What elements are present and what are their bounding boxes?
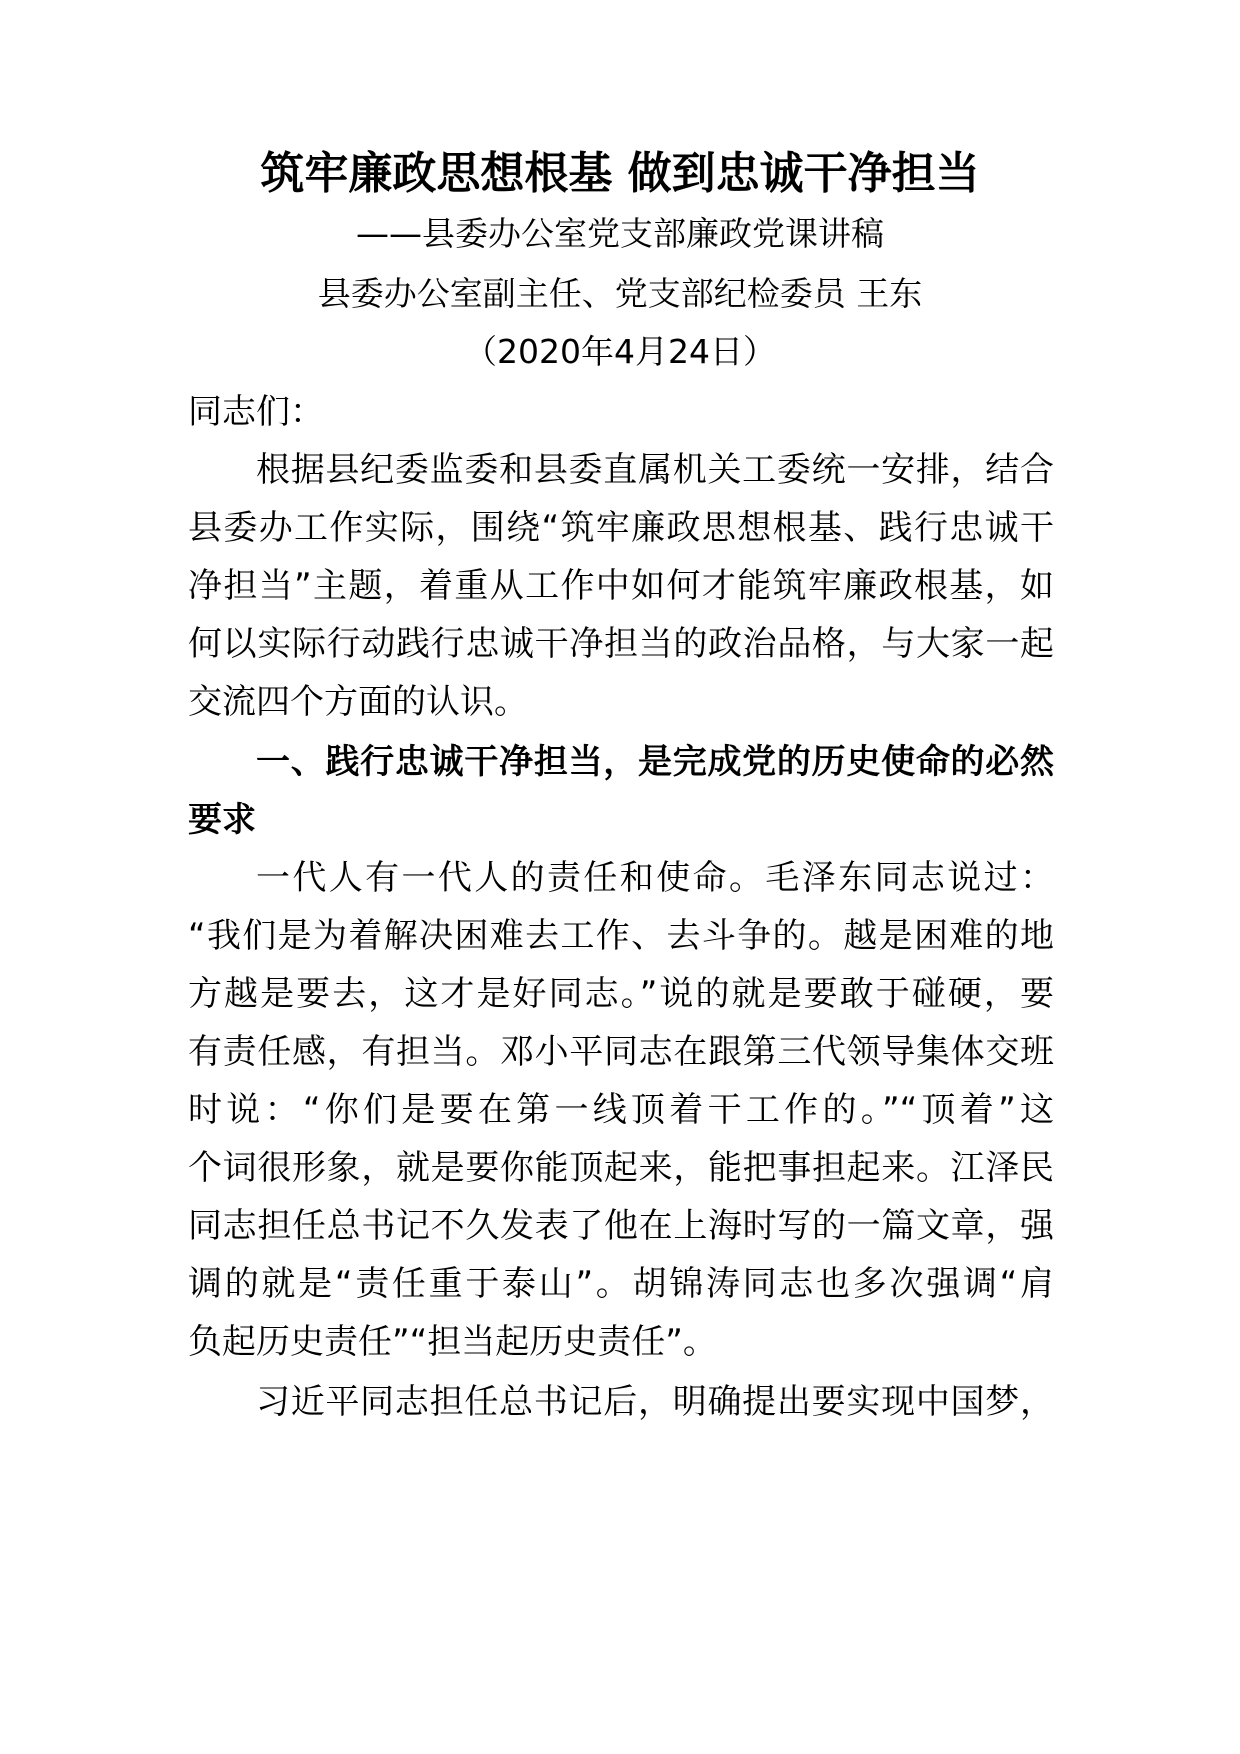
paragraph-1-line-3: 净担当”主题，着重从工作中如何才能筑牢廉政根基，如 [188, 566, 1054, 606]
paragraph-2-line-2: “我们是为着解决困难去工作、去斗争的。越是困难的地 [188, 916, 1054, 956]
paragraph-2-line-3: 方越是要去，这才是好同志。”说的就是要敢于碰硬，要 [188, 974, 1054, 1014]
section-1-heading-line-2: 要求 [188, 800, 256, 840]
paragraph-2-line-1: 一代人有一代人的责任和使命。毛泽东同志说过： [256, 858, 1054, 898]
paragraph-1-line-2: 县委办工作实际，围绕“筑牢廉政思想根基、践行忠诚干 [188, 508, 1054, 548]
document-subtitle: ——县委办公室党支部廉政党课讲稿 [356, 214, 884, 253]
paragraph-1-line-4: 何以实际行动践行忠诚干净担当的政治品格，与大家一起 [188, 624, 1054, 664]
paragraph-3-line-1: 习近平同志担任总书记后，明确提出要实现中国梦， [256, 1382, 1054, 1422]
paragraph-2-line-4: 有责任感，有担当。邓小平同志在跟第三代领导集体交班 [188, 1032, 1054, 1072]
paragraph-1-line-5: 交流四个方面的认识。 [188, 682, 528, 722]
document-author: 县委办公室副主任、党支部纪检委员 王东 [317, 274, 923, 313]
document-title: 筑牢廉政思想根基 做到忠诚干净担当 [260, 148, 980, 199]
section-1-heading-line-1: 一、践行忠诚干净担当，是完成党的历史使命的必然 [256, 742, 1054, 782]
paragraph-2-line-5: 时说：“你们是要在第一线顶着干工作的。”“顶着”这 [188, 1090, 1054, 1130]
document-date: （2020年4月24日） [464, 332, 776, 371]
paragraph-2-line-9: 负起历史责任”“担当起历史责任”。 [188, 1322, 717, 1362]
greeting: 同志们： [188, 392, 324, 432]
paragraph-2-line-7: 同志担任总书记不久发表了他在上海时写的一篇文章，强 [188, 1206, 1054, 1246]
paragraph-1-line-1: 根据县纪委监委和县委直属机关工委统一安排，结合 [256, 450, 1054, 490]
paragraph-2-line-8: 调的就是“责任重于泰山”。胡锦涛同志也多次强调“肩 [188, 1264, 1054, 1304]
paragraph-2-line-6: 个词很形象，就是要你能顶起来，能把事担起来。江泽民 [188, 1148, 1054, 1188]
